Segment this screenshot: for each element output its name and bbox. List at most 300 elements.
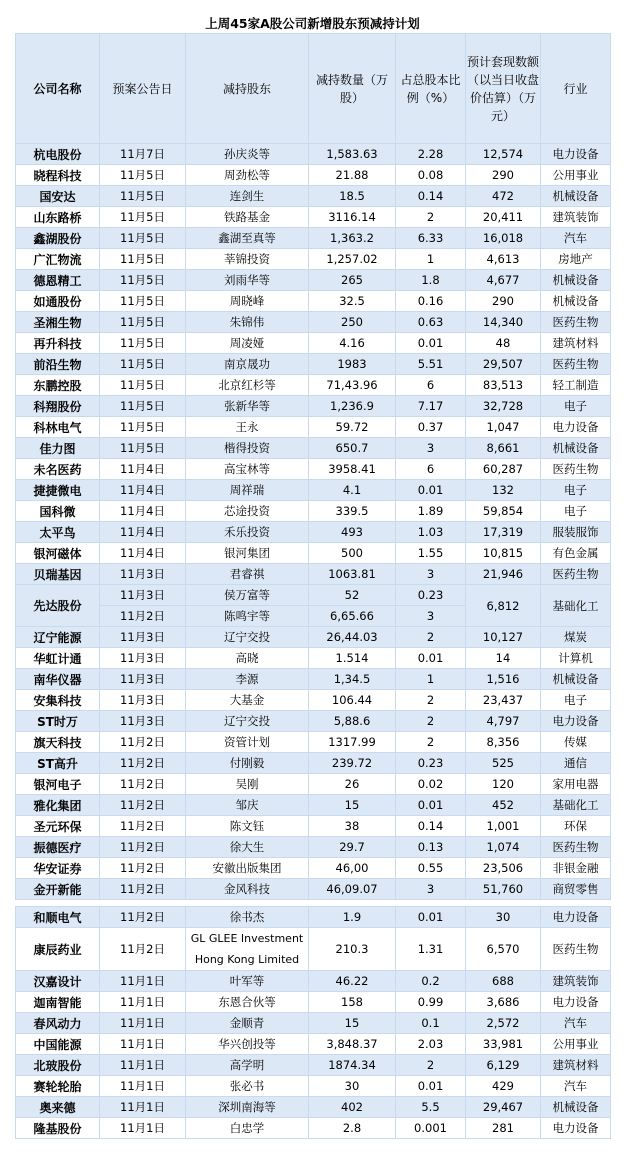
industry-cell: 建筑装饰 bbox=[541, 971, 611, 992]
date-cell: 11月2日 bbox=[100, 753, 186, 774]
quantity-cell: 1,34.5 bbox=[309, 669, 396, 690]
company-cell: 前沿生物 bbox=[16, 354, 100, 375]
date-cell: 11月5日 bbox=[100, 375, 186, 396]
quantity-cell: 46,09.07 bbox=[309, 879, 396, 900]
ratio-cell: 2 bbox=[396, 711, 466, 732]
company-cell: 中国能源 bbox=[16, 1034, 100, 1055]
ratio-cell: 7.17 bbox=[396, 396, 466, 417]
industry-cell: 基础化工 bbox=[541, 585, 611, 627]
ratio-cell: 3 bbox=[396, 606, 466, 627]
date-cell: 11月2日 bbox=[100, 816, 186, 837]
industry-cell: 汽车 bbox=[541, 228, 611, 249]
shareholder-cell: 深圳南海等 bbox=[186, 1097, 309, 1118]
company-cell: 振德医疗 bbox=[16, 837, 100, 858]
company-cell: 先达股份 bbox=[16, 585, 100, 627]
date-cell: 11月5日 bbox=[100, 396, 186, 417]
cash-cell: 23,506 bbox=[466, 858, 541, 879]
cash-cell: 20,411 bbox=[466, 207, 541, 228]
quantity-cell: 493 bbox=[309, 522, 396, 543]
company-cell: 佳力图 bbox=[16, 438, 100, 459]
quantity-cell: 210.3 bbox=[309, 928, 396, 971]
quantity-cell: 1063.81 bbox=[309, 564, 396, 585]
ratio-cell: 6.33 bbox=[396, 228, 466, 249]
date-cell: 11月2日 bbox=[100, 907, 186, 928]
industry-cell: 建筑材料 bbox=[541, 1055, 611, 1076]
quantity-cell: 71,43.96 bbox=[309, 375, 396, 396]
shareholder-cell: 朱锦伟 bbox=[186, 312, 309, 333]
industry-cell: 通信 bbox=[541, 753, 611, 774]
table-row bbox=[16, 207, 611, 228]
cash-cell: 1,074 bbox=[466, 837, 541, 858]
quantity-cell: 1,363.2 bbox=[309, 228, 396, 249]
shareholder-cell: 高宝林等 bbox=[186, 459, 309, 480]
ratio-cell: 0.01 bbox=[396, 907, 466, 928]
cash-cell: 120 bbox=[466, 774, 541, 795]
cash-cell: 51,760 bbox=[466, 879, 541, 900]
shareholder-cell: 叶军等 bbox=[186, 971, 309, 992]
date-cell: 11月2日 bbox=[100, 795, 186, 816]
shareholder-cell: 楷得投资 bbox=[186, 438, 309, 459]
table-row bbox=[16, 627, 611, 648]
ratio-cell: 0.23 bbox=[396, 585, 466, 606]
date-cell: 11月3日 bbox=[100, 711, 186, 732]
industry-cell: 医药生物 bbox=[541, 459, 611, 480]
industry-cell: 非银金融 bbox=[541, 858, 611, 879]
table-row bbox=[16, 648, 611, 669]
ratio-cell: 6 bbox=[396, 459, 466, 480]
company-cell: 圣湘生物 bbox=[16, 312, 100, 333]
cash-cell: 1,516 bbox=[466, 669, 541, 690]
cash-cell: 4,677 bbox=[466, 270, 541, 291]
industry-cell: 环保 bbox=[541, 816, 611, 837]
quantity-cell: 15 bbox=[309, 795, 396, 816]
company-cell: 贝瑞基因 bbox=[16, 564, 100, 585]
table-row bbox=[16, 522, 611, 543]
cash-cell: 16,018 bbox=[466, 228, 541, 249]
quantity-cell: 239.72 bbox=[309, 753, 396, 774]
company-cell: 汉嘉设计 bbox=[16, 971, 100, 992]
table-row bbox=[16, 459, 611, 480]
table-segment-3 bbox=[15, 906, 611, 1139]
industry-cell: 医药生物 bbox=[541, 837, 611, 858]
quantity-cell: 1,236.9 bbox=[309, 396, 396, 417]
date-cell: 11月3日 bbox=[100, 690, 186, 711]
industry-cell: 机械设备 bbox=[541, 291, 611, 312]
cash-cell: 17,319 bbox=[466, 522, 541, 543]
company-cell: 康辰药业 bbox=[16, 928, 100, 971]
quantity-cell: 15 bbox=[309, 1013, 396, 1034]
shareholder-cell: 辽宁交投 bbox=[186, 627, 309, 648]
date-cell: 11月5日 bbox=[100, 312, 186, 333]
industry-cell: 有色金属 bbox=[541, 543, 611, 564]
header-row bbox=[16, 34, 611, 144]
cash-cell: 60,287 bbox=[466, 459, 541, 480]
table-row bbox=[16, 928, 611, 971]
ratio-cell: 0.01 bbox=[396, 1076, 466, 1097]
table-row bbox=[16, 837, 611, 858]
date-cell: 11月5日 bbox=[100, 291, 186, 312]
table-row bbox=[16, 417, 611, 438]
ratio-cell: 0.01 bbox=[396, 333, 466, 354]
table-row bbox=[16, 1076, 611, 1097]
quantity-cell: 1874.34 bbox=[309, 1055, 396, 1076]
date-cell: 11月2日 bbox=[100, 774, 186, 795]
ratio-cell: 0.99 bbox=[396, 992, 466, 1013]
cash-cell: 48 bbox=[466, 333, 541, 354]
industry-cell: 公用事业 bbox=[541, 1034, 611, 1055]
company-cell: 山东路桥 bbox=[16, 207, 100, 228]
cash-cell: 3,686 bbox=[466, 992, 541, 1013]
shareholder-cell: 华兴创投等 bbox=[186, 1034, 309, 1055]
shareholder-cell: 徐大生 bbox=[186, 837, 309, 858]
company-cell: 奥来德 bbox=[16, 1097, 100, 1118]
quantity-cell: 402 bbox=[309, 1097, 396, 1118]
table-row bbox=[16, 971, 611, 992]
ratio-cell: 3 bbox=[396, 564, 466, 585]
ratio-cell: 1 bbox=[396, 669, 466, 690]
quantity-cell: 3958.41 bbox=[309, 459, 396, 480]
ratio-cell: 3 bbox=[396, 438, 466, 459]
company-cell: 隆基股份 bbox=[16, 1118, 100, 1139]
date-cell: 11月2日 bbox=[100, 837, 186, 858]
date-cell: 11月1日 bbox=[100, 971, 186, 992]
table-row bbox=[16, 585, 611, 606]
ratio-cell: 2.28 bbox=[396, 144, 466, 165]
quantity-cell: 1,257.02 bbox=[309, 249, 396, 270]
date-cell: 11月4日 bbox=[100, 501, 186, 522]
quantity-cell: 21.88 bbox=[309, 165, 396, 186]
table-row bbox=[16, 795, 611, 816]
date-cell: 11月2日 bbox=[100, 928, 186, 971]
cash-cell: 23,437 bbox=[466, 690, 541, 711]
company-cell: 旗天科技 bbox=[16, 732, 100, 753]
ratio-cell: 2.03 bbox=[396, 1034, 466, 1055]
date-cell: 11月2日 bbox=[100, 732, 186, 753]
industry-cell: 汽车 bbox=[541, 1013, 611, 1034]
quantity-cell: 1.514 bbox=[309, 648, 396, 669]
company-cell: 广汇物流 bbox=[16, 249, 100, 270]
shareholder-cell: 孙庆炎等 bbox=[186, 144, 309, 165]
industry-cell: 电力设备 bbox=[541, 711, 611, 732]
table-row bbox=[16, 774, 611, 795]
quantity-cell: 6,65.66 bbox=[309, 606, 396, 627]
table-row bbox=[16, 1118, 611, 1139]
company-cell: 赛轮轮胎 bbox=[16, 1076, 100, 1097]
shareholder-cell: 邹庆 bbox=[186, 795, 309, 816]
ratio-cell: 2 bbox=[396, 627, 466, 648]
shareholder-cell: 付刚毅 bbox=[186, 753, 309, 774]
company-cell: 未名医药 bbox=[16, 459, 100, 480]
ratio-cell: 0.14 bbox=[396, 186, 466, 207]
cash-cell: 14 bbox=[466, 648, 541, 669]
industry-cell: 公用事业 bbox=[541, 165, 611, 186]
date-cell: 11月1日 bbox=[100, 1013, 186, 1034]
shareholder-cell: 北京红杉等 bbox=[186, 375, 309, 396]
ratio-cell: 0.08 bbox=[396, 165, 466, 186]
ratio-cell: 6 bbox=[396, 375, 466, 396]
quantity-cell: 5,88.6 bbox=[309, 711, 396, 732]
industry-cell: 家用电器 bbox=[541, 774, 611, 795]
cash-cell: 2,572 bbox=[466, 1013, 541, 1034]
ratio-cell: 0.1 bbox=[396, 1013, 466, 1034]
industry-cell: 医药生物 bbox=[541, 564, 611, 585]
shareholder-cell: 高学明 bbox=[186, 1055, 309, 1076]
quantity-cell: 26,44.03 bbox=[309, 627, 396, 648]
cash-cell: 525 bbox=[466, 753, 541, 774]
quantity-cell: 4.1 bbox=[309, 480, 396, 501]
company-cell: 雅化集团 bbox=[16, 795, 100, 816]
cash-cell: 290 bbox=[466, 291, 541, 312]
ratio-cell: 1.03 bbox=[396, 522, 466, 543]
industry-cell: 建筑材料 bbox=[541, 333, 611, 354]
quantity-cell: 158 bbox=[309, 992, 396, 1013]
quantity-cell: 3,848.37 bbox=[309, 1034, 396, 1055]
quantity-cell: 1983 bbox=[309, 354, 396, 375]
table-row bbox=[16, 669, 611, 690]
table-row bbox=[16, 858, 611, 879]
quantity-cell: 650.7 bbox=[309, 438, 396, 459]
table-title: 上周45家A股公司新增股东预减持计划 bbox=[205, 16, 420, 31]
table-row bbox=[16, 438, 611, 459]
cash-cell: 10,815 bbox=[466, 543, 541, 564]
cash-cell: 10,127 bbox=[466, 627, 541, 648]
shareholder-cell: 周晓峰 bbox=[186, 291, 309, 312]
cash-cell: 4,613 bbox=[466, 249, 541, 270]
quantity-cell: 4.16 bbox=[309, 333, 396, 354]
company-cell: 鑫湖股份 bbox=[16, 228, 100, 249]
cash-cell: 32,728 bbox=[466, 396, 541, 417]
date-cell: 11月5日 bbox=[100, 186, 186, 207]
table-segment-1 bbox=[15, 33, 611, 585]
header-company: 公司名称 bbox=[16, 34, 100, 144]
industry-cell: 机械设备 bbox=[541, 669, 611, 690]
table-row bbox=[16, 1055, 611, 1076]
shareholder-cell: 禾乐投资 bbox=[186, 522, 309, 543]
shareholder-cell: 张新华等 bbox=[186, 396, 309, 417]
table-row bbox=[16, 165, 611, 186]
company-cell: 国科微 bbox=[16, 501, 100, 522]
shareholder-cell: 高晓 bbox=[186, 648, 309, 669]
industry-cell: 传媒 bbox=[541, 732, 611, 753]
cash-cell: 429 bbox=[466, 1076, 541, 1097]
shareholder-cell: 白忠学 bbox=[186, 1118, 309, 1139]
industry-cell: 商贸零售 bbox=[541, 879, 611, 900]
cash-cell: 14,340 bbox=[466, 312, 541, 333]
cash-cell: 132 bbox=[466, 480, 541, 501]
company-cell: 辽宁能源 bbox=[16, 627, 100, 648]
header-cash: 预计套现数额（以当日收盘价估算）（万元） bbox=[466, 34, 541, 144]
company-cell: 银河电子 bbox=[16, 774, 100, 795]
quantity-cell: 1317.99 bbox=[309, 732, 396, 753]
company-cell: 迦南智能 bbox=[16, 992, 100, 1013]
table-row bbox=[16, 992, 611, 1013]
quantity-cell: 3116.14 bbox=[309, 207, 396, 228]
table-row bbox=[16, 354, 611, 375]
table-row bbox=[16, 291, 611, 312]
company-cell: 东鹏控股 bbox=[16, 375, 100, 396]
quantity-cell: 26 bbox=[309, 774, 396, 795]
table-row bbox=[16, 753, 611, 774]
shareholder-cell: 莘锦投资 bbox=[186, 249, 309, 270]
shareholder-cell: 连剑生 bbox=[186, 186, 309, 207]
date-cell: 11月4日 bbox=[100, 459, 186, 480]
cash-cell: 6,812 bbox=[466, 585, 541, 627]
company-cell: 捷捷微电 bbox=[16, 480, 100, 501]
company-cell: 和顺电气 bbox=[16, 907, 100, 928]
shareholder-cell: 侯万富等 bbox=[186, 585, 309, 606]
table-row bbox=[16, 228, 611, 249]
date-cell: 11月4日 bbox=[100, 522, 186, 543]
company-cell: 科翔股份 bbox=[16, 396, 100, 417]
date-cell: 11月2日 bbox=[100, 606, 186, 627]
shareholder-cell: 王永 bbox=[186, 417, 309, 438]
shareholder-cell: 银河集团 bbox=[186, 543, 309, 564]
ratio-cell: 0.01 bbox=[396, 795, 466, 816]
ratio-cell: 2 bbox=[396, 1055, 466, 1076]
company-cell: 太平鸟 bbox=[16, 522, 100, 543]
date-cell: 11月5日 bbox=[100, 249, 186, 270]
table-row bbox=[16, 396, 611, 417]
cash-cell: 6,129 bbox=[466, 1055, 541, 1076]
industry-cell: 医药生物 bbox=[541, 354, 611, 375]
ratio-cell: 0.16 bbox=[396, 291, 466, 312]
cash-cell: 33,981 bbox=[466, 1034, 541, 1055]
ratio-cell: 0.01 bbox=[396, 480, 466, 501]
date-cell: 11月3日 bbox=[100, 564, 186, 585]
table-row bbox=[16, 186, 611, 207]
shareholder-cell: 辽宁交投 bbox=[186, 711, 309, 732]
shareholder-cell: 刘雨华等 bbox=[186, 270, 309, 291]
cash-cell: 83,513 bbox=[466, 375, 541, 396]
date-cell: 11月3日 bbox=[100, 627, 186, 648]
ratio-cell: 2 bbox=[396, 690, 466, 711]
cash-cell: 4,797 bbox=[466, 711, 541, 732]
table-row bbox=[16, 564, 611, 585]
industry-cell: 电子 bbox=[541, 396, 611, 417]
date-cell: 11月1日 bbox=[100, 1097, 186, 1118]
company-cell: 如通股份 bbox=[16, 291, 100, 312]
industry-cell: 机械设备 bbox=[541, 438, 611, 459]
shareholder-cell: 君睿祺 bbox=[186, 564, 309, 585]
ratio-cell: 0.23 bbox=[396, 753, 466, 774]
company-cell: 华安证券 bbox=[16, 858, 100, 879]
quantity-cell: 18.5 bbox=[309, 186, 396, 207]
date-cell: 11月2日 bbox=[100, 879, 186, 900]
table-row bbox=[16, 879, 611, 900]
cash-cell: 29,507 bbox=[466, 354, 541, 375]
company-cell: 春风动力 bbox=[16, 1013, 100, 1034]
table-row bbox=[16, 333, 611, 354]
shareholder-cell: 铁路基金 bbox=[186, 207, 309, 228]
ratio-cell: 0.2 bbox=[396, 971, 466, 992]
quantity-cell: 30 bbox=[309, 1076, 396, 1097]
industry-cell: 电子 bbox=[541, 690, 611, 711]
company-cell: 国安达 bbox=[16, 186, 100, 207]
table-segment-2 bbox=[15, 626, 611, 900]
quantity-cell: 38 bbox=[309, 816, 396, 837]
date-cell: 11月7日 bbox=[100, 144, 186, 165]
company-cell: ST时万 bbox=[16, 711, 100, 732]
company-cell: 再升科技 bbox=[16, 333, 100, 354]
industry-cell: 建筑装饰 bbox=[541, 207, 611, 228]
shareholder-cell: 安徽出版集团 bbox=[186, 858, 309, 879]
date-cell: 11月5日 bbox=[100, 270, 186, 291]
cash-cell: 8,661 bbox=[466, 438, 541, 459]
ratio-cell: 1.8 bbox=[396, 270, 466, 291]
quantity-cell: 500 bbox=[309, 543, 396, 564]
cash-cell: 1,001 bbox=[466, 816, 541, 837]
ratio-cell: 0.14 bbox=[396, 816, 466, 837]
date-cell: 11月1日 bbox=[100, 1034, 186, 1055]
cash-cell: 472 bbox=[466, 186, 541, 207]
header-shareholder: 减持股东 bbox=[186, 34, 309, 144]
header-ratio: 占总股本比例（%） bbox=[396, 34, 466, 144]
date-cell: 11月1日 bbox=[100, 1118, 186, 1139]
shareholder-cell: GL GLEE Investment Hong Kong Limited bbox=[186, 928, 309, 971]
shareholder-cell: 陈文钰 bbox=[186, 816, 309, 837]
quantity-cell: 339.5 bbox=[309, 501, 396, 522]
company-cell: 北玻股份 bbox=[16, 1055, 100, 1076]
company-cell: 晓程科技 bbox=[16, 165, 100, 186]
cash-cell: 688 bbox=[466, 971, 541, 992]
shareholder-cell: 陈鸣宇等 bbox=[186, 606, 309, 627]
industry-cell: 电力设备 bbox=[541, 144, 611, 165]
industry-cell: 机械设备 bbox=[541, 1097, 611, 1118]
date-cell: 11月1日 bbox=[100, 992, 186, 1013]
date-cell: 11月5日 bbox=[100, 207, 186, 228]
date-cell: 11月5日 bbox=[100, 417, 186, 438]
table-row bbox=[16, 144, 611, 165]
industry-cell: 汽车 bbox=[541, 1076, 611, 1097]
shareholder-cell: 吴刚 bbox=[186, 774, 309, 795]
ratio-cell: 0.37 bbox=[396, 417, 466, 438]
company-cell: 杭电股份 bbox=[16, 144, 100, 165]
company-cell: 安集科技 bbox=[16, 690, 100, 711]
quantity-cell: 1.9 bbox=[309, 907, 396, 928]
cash-cell: 59,854 bbox=[466, 501, 541, 522]
industry-cell: 电力设备 bbox=[541, 907, 611, 928]
shareholder-cell: 周凌娅 bbox=[186, 333, 309, 354]
date-cell: 11月1日 bbox=[100, 1055, 186, 1076]
company-cell: 德恩精工 bbox=[16, 270, 100, 291]
ratio-cell: 0.13 bbox=[396, 837, 466, 858]
shareholder-cell: 南京晟功 bbox=[186, 354, 309, 375]
cash-cell: 30 bbox=[466, 907, 541, 928]
quantity-cell: 2.8 bbox=[309, 1118, 396, 1139]
header-date: 预案公告日 bbox=[100, 34, 186, 144]
header-industry: 行业 bbox=[541, 34, 611, 144]
table-row bbox=[16, 907, 611, 928]
date-cell: 11月3日 bbox=[100, 585, 186, 606]
date-cell: 11月5日 bbox=[100, 438, 186, 459]
date-cell: 11月3日 bbox=[100, 648, 186, 669]
company-cell: ST高升 bbox=[16, 753, 100, 774]
industry-cell: 计算机 bbox=[541, 648, 611, 669]
industry-cell: 医药生物 bbox=[541, 312, 611, 333]
ratio-cell: 1 bbox=[396, 249, 466, 270]
cash-cell: 21,946 bbox=[466, 564, 541, 585]
shareholder-cell: 金风科技 bbox=[186, 879, 309, 900]
industry-cell: 电子 bbox=[541, 480, 611, 501]
shareholder-cell: 芯途投资 bbox=[186, 501, 309, 522]
quantity-cell: 52 bbox=[309, 585, 396, 606]
cash-cell: 8,356 bbox=[466, 732, 541, 753]
shareholder-cell: 徐书杰 bbox=[186, 907, 309, 928]
date-cell: 11月4日 bbox=[100, 543, 186, 564]
date-cell: 11月5日 bbox=[100, 333, 186, 354]
company-cell: 南华仪器 bbox=[16, 669, 100, 690]
ratio-cell: 3 bbox=[396, 879, 466, 900]
